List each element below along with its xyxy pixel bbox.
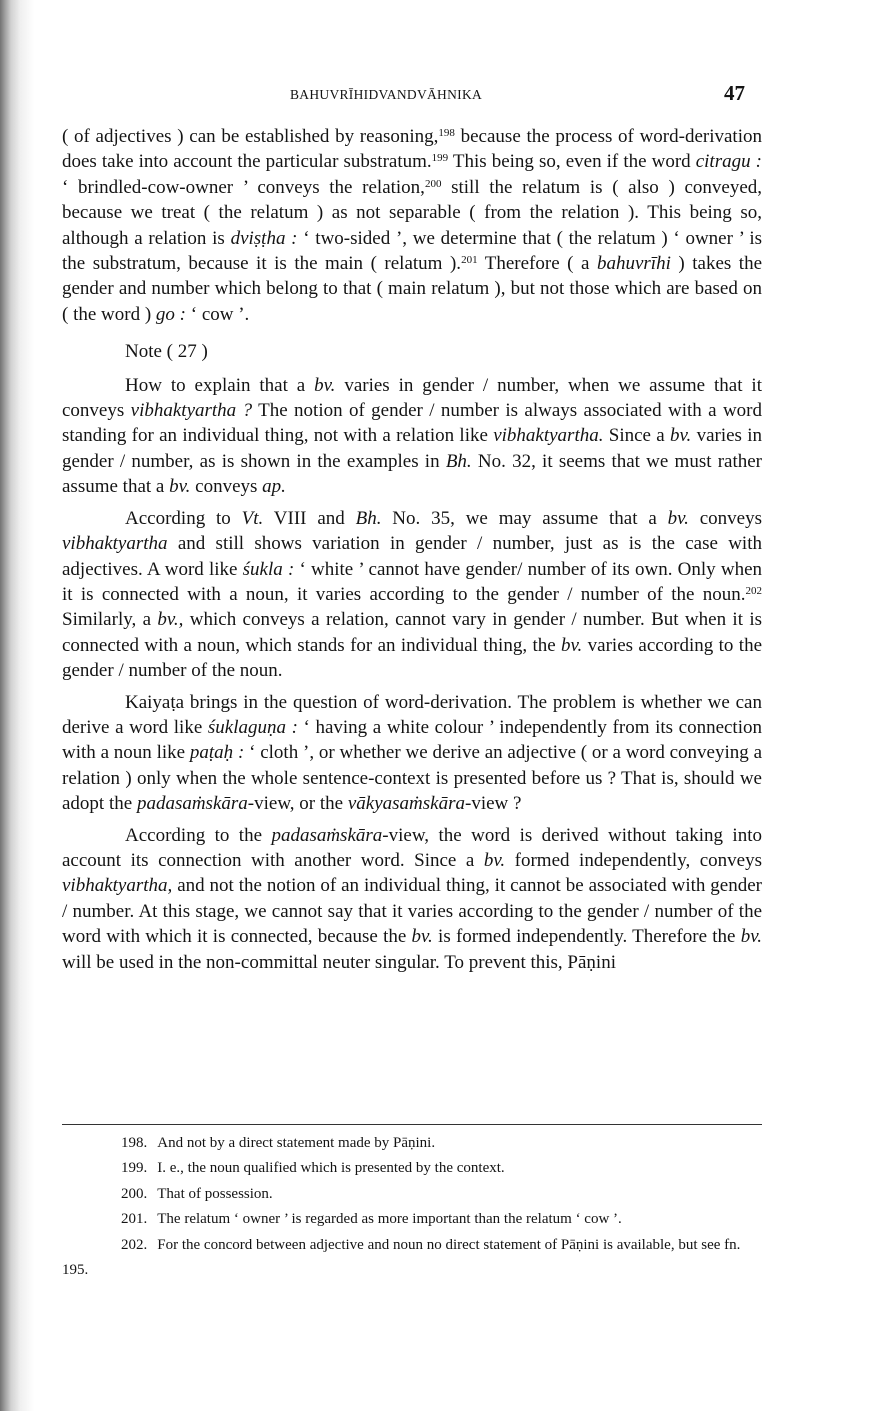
- footnote-199: [62, 1156, 762, 1181]
- abbreviation: Bh.: [355, 507, 382, 529]
- sanskrit-term: ap.: [262, 476, 286, 498]
- sanskrit-term: śukla :: [242, 558, 295, 580]
- footnote-ref-201[interactable]: 201: [461, 254, 478, 267]
- abbreviation: bv.: [740, 926, 762, 948]
- text-run: Therefore ( a: [477, 253, 597, 275]
- footnote-number: 198.: [121, 1135, 148, 1151]
- sanskrit-term: vibhaktyartha: [62, 533, 168, 555]
- paragraph: [62, 823, 762, 975]
- text-run: varies in gender / number, as is shown in the examples in: [62, 425, 762, 472]
- running-title: BAHUVRĪHIDVANDVĀHNIKA: [290, 87, 483, 102]
- text-run: and still shows variation in gender / number, just as is the case with adjectives. A word like: [62, 533, 762, 580]
- text-run: VIII and: [263, 507, 356, 529]
- text-run: and not the notion of an individual thing, it cannot be associated with gender / number. At this stage, we cannot say that it varies according to the gender / number of the word with which it is connected, because the: [62, 875, 762, 948]
- footnote-number: 199.: [121, 1160, 148, 1177]
- paragraph: [62, 506, 762, 684]
- text-run: because the process of word-derivation does take into account the particular substratum.: [62, 126, 762, 173]
- footnote-201: [62, 1207, 762, 1232]
- text-run: Since a: [603, 425, 670, 447]
- sanskrit-term: vākyasaṁskāra: [347, 793, 465, 815]
- footnote-ref-200[interactable]: 200: [424, 177, 442, 190]
- abbreviation: bv.: [314, 374, 336, 396]
- text-run: -view, or the: [247, 793, 348, 815]
- text-run: varies according to the gender / number of the noun.: [62, 634, 762, 682]
- sanskrit-term: padasaṁskāra: [136, 793, 248, 815]
- footnote-number: 201.: [121, 1211, 148, 1228]
- sanskrit-term: śuklaguṇa :: [207, 716, 298, 738]
- text-run: How to explain that a: [125, 374, 315, 396]
- footnote-text: And not by a direct statement made by Pāṇini.: [157, 1135, 436, 1151]
- footnote-200: [62, 1182, 762, 1207]
- footnote-198: [62, 1131, 762, 1156]
- footnote-ref-198[interactable]: 198: [438, 127, 455, 139]
- sanskrit-term: paṭaḥ :: [189, 742, 245, 764]
- footnotes: [62, 1131, 762, 1283]
- running-head: [0, 81, 885, 110]
- text-run: ‘ white ’ cannot have gender/ number of its own. Only when it is connected with a noun, it varies according to the gender / number of the noun.: [62, 558, 762, 605]
- abbreviation: Vt.: [241, 507, 264, 529]
- text-run: varies in gender / number, when we assume that it conveys: [62, 374, 762, 422]
- text-run: -view ?: [465, 793, 522, 815]
- paragraph: [62, 690, 762, 817]
- text-run: which conveys a relation, cannot vary in gender / number. But when it is connected with a noun, which stands for an individual thing, the: [62, 609, 763, 656]
- text-run: conveys: [190, 476, 263, 498]
- text-run: still the relatum is ( also ) conveyed, because we treat ( the relatum ) as not separable ( from the relation ). This being so, although a relation is: [62, 176, 762, 249]
- footnote-text: The relatum ‘ owner ’ is regarded as more important than the relatum ‘ cow ’.: [157, 1211, 622, 1228]
- abbreviation: bv.: [561, 634, 583, 656]
- text-run: Kaiyaṭa brings in the question of word-derivation. The problem is whether we can derive a word like: [62, 691, 762, 738]
- text-run: Similarly, a: [62, 609, 158, 631]
- abbreviation: bv.,: [157, 609, 184, 631]
- text-run: ) takes the gender and number which belong to that ( main relatum ), but not those which are based on ( the word ): [62, 253, 763, 325]
- text-run: ‘ two-sided ’, we determine that ( the relatum ) ‘ owner ’ is the substratum, because it is the main ( relatum ).: [62, 227, 762, 275]
- footnote-number: 200.: [121, 1185, 148, 1202]
- text-run: According to: [125, 507, 242, 529]
- text-run: ‘ brindled-cow-owner ’ conveys the relation,: [62, 176, 425, 198]
- footnote-ref-199[interactable]: 199: [431, 152, 449, 165]
- page-number: 47: [724, 81, 745, 105]
- sanskrit-term: go :: [155, 303, 186, 325]
- abbreviation: bv.: [670, 425, 692, 447]
- footnote-202: [62, 1233, 762, 1284]
- text-run: ‘ cow ’.: [186, 303, 250, 325]
- abbreviation: bv.: [411, 926, 433, 948]
- text-run: ( of adjectives ) can be established by reasoning,: [62, 126, 439, 147]
- text-run: conveys: [688, 507, 763, 529]
- footnote-number: 202.: [121, 1236, 148, 1253]
- text-run: -view, the word is derived without taking into account its connection with another word. Since a: [62, 824, 762, 871]
- text-run: According to the: [125, 824, 272, 846]
- footnote-text: I. e., the noun qualified which is presented by the context.: [157, 1160, 505, 1177]
- sanskrit-term: dviṣṭha :: [230, 227, 298, 249]
- paragraph-continuation: [62, 124, 762, 327]
- abbreviation: Bh.: [445, 450, 472, 472]
- footnote-text: That of possession.: [157, 1185, 273, 1202]
- text-run: is formed independently. Therefore the: [432, 926, 741, 948]
- scanned-binding-edge: [0, 0, 34, 1411]
- sanskrit-term: padasaṁskāra: [271, 824, 383, 846]
- abbreviation: bv.: [169, 476, 191, 498]
- text-run: The notion of gender / number is always associated with a word standing for an individual thing, not with a relation like: [62, 400, 763, 447]
- note-heading: Note ( 27 ): [125, 341, 208, 363]
- sanskrit-term: bahuvrīhi: [596, 253, 671, 275]
- text-run: ‘ cloth ’, or whether we derive an adjective ( or a word conveying a relation ) only when the whole sentence-context is presented before us ? That is, should we adopt the: [62, 742, 762, 815]
- abbreviation: bv.: [667, 507, 689, 529]
- text-run: No. 32, it seems that we must rather assume that a: [62, 450, 763, 498]
- sanskrit-term: vibhaktyartha.: [493, 425, 604, 447]
- text-run: No. 35, we may assume that a: [381, 507, 668, 529]
- footnote-divider: [62, 1124, 762, 1125]
- paragraph: [62, 373, 762, 500]
- footnote-ref-202[interactable]: 202: [745, 584, 762, 597]
- body-text: [62, 124, 762, 975]
- footnote-text: For the concord between adjective and noun no direct statement of Pāṇini is available, but see fn. 195.: [62, 1236, 741, 1279]
- text-run: formed independently, conveys: [505, 849, 762, 871]
- abbreviation: bv.: [483, 849, 506, 871]
- sanskrit-term: citragu :: [695, 151, 762, 173]
- sanskrit-term: vibhaktyartha ?: [130, 400, 253, 422]
- text-run: ‘ having a white colour ’ independently from its connection with a noun like: [62, 716, 762, 764]
- text-run: will be used in the non-committal neuter singular. To prevent this, Pāṇini: [62, 951, 616, 973]
- text-run: This being so, even if the word: [448, 151, 696, 173]
- sanskrit-term: vibhaktyartha,: [62, 875, 173, 897]
